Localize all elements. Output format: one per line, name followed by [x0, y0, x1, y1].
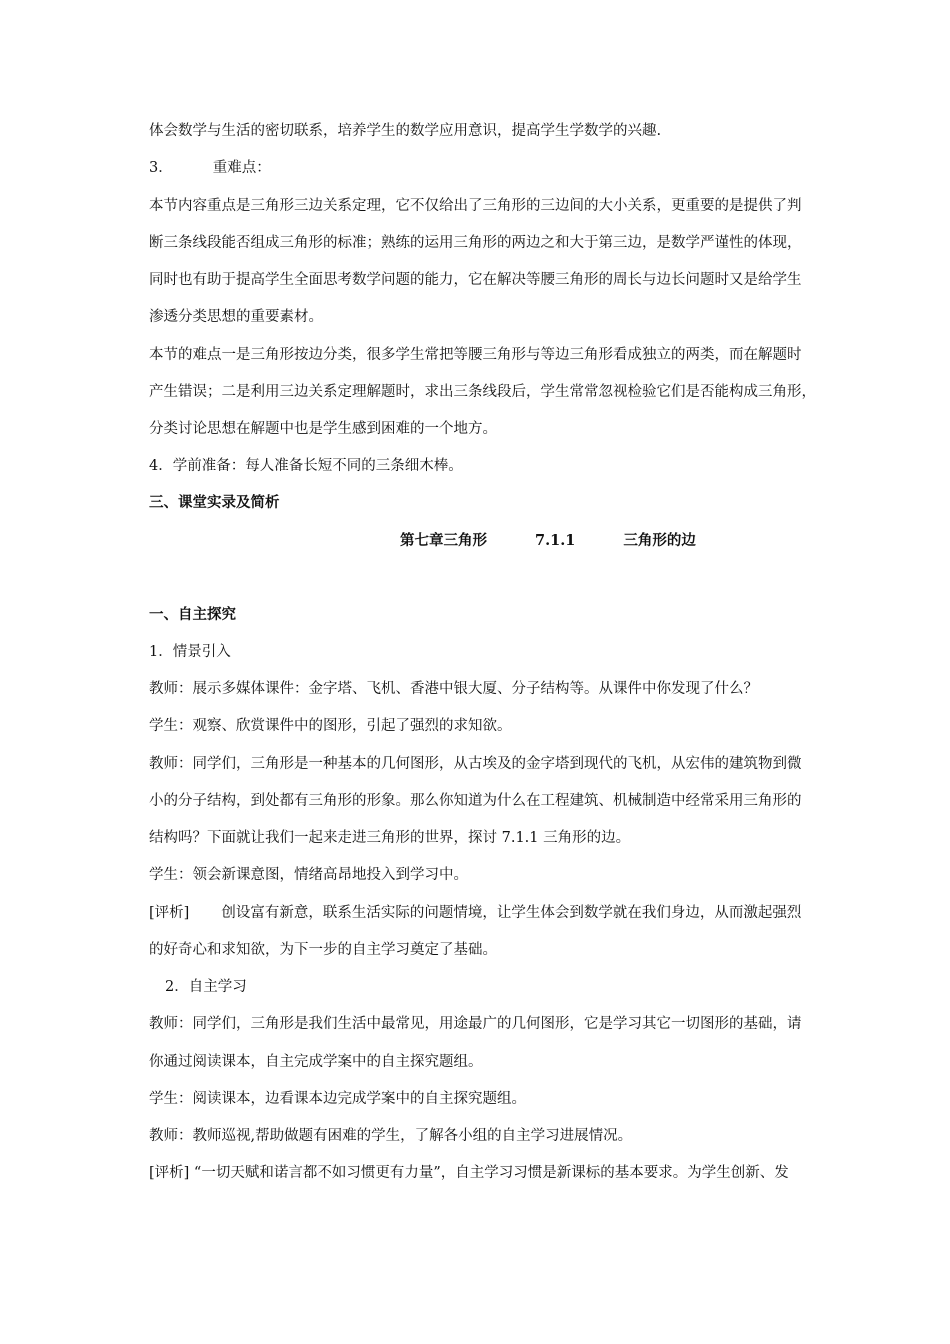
- paragraph-line: 小的分子结构，到处都有三角形的形象。那么你知道为什么在工程建筑、机械制造中经常采用三角形的: [149, 793, 802, 809]
- paragraph-line: 本节内容重点是三角形三边关系定理，它不仅给出了三角形的三边间的大小关系，更重要的是提供了判: [149, 198, 802, 214]
- paragraph-line: 结构吗？下面就让我们一起来走进三角形的世界，探讨 7.1.1 三角形的边。: [149, 830, 631, 846]
- paragraph-line: 本节的难点一是三角形按边分类，很多学生常把等腰三角形与等边三角形看成独立的两类，而在解题时: [149, 347, 802, 363]
- section-heading-self-study: 2．自主学习: [165, 979, 247, 995]
- comment-text: 创设富有新意，联系生活实际的问题情境，让学生体会到数学就在我们身边，从而激起强烈: [221, 905, 802, 921]
- paragraph-line: 学生：领会新课意图，情绪高昂地投入到学习中。: [149, 867, 468, 883]
- paragraph-line: 同时也有助于提高学生全面思考数学问题的能力，它在解决等腰三角形的周长与边长问题时又是给学生: [149, 272, 802, 288]
- paragraph-line: 的好奇心和求知欲，为下一步的自主学习奠定了基础。: [149, 942, 497, 958]
- paragraph-line: 1．情景引入: [149, 644, 231, 660]
- paragraph-line: 渗透分类思想的重要素材。: [149, 309, 323, 325]
- paragraph-line: 学生：观察、欣赏课件中的图形，引起了强烈的求知欲。: [149, 718, 512, 734]
- paragraph-line: 你通过阅读课本，自主完成学案中的自主探究题组。: [149, 1054, 483, 1070]
- chapter-title-part: 第七章三角形: [400, 532, 487, 549]
- chapter-title-part: 7.1.1: [535, 532, 576, 549]
- paragraph-line: 教师：教师巡视,帮助做题有困难的学生，了解各小组的自主学习进展情况。: [149, 1128, 633, 1144]
- heading-text: 重难点：: [212, 160, 271, 176]
- comment-tag: [评析]: [149, 905, 190, 921]
- heading-number: 3．: [149, 160, 173, 176]
- paragraph-line: 4．学前准备：每人准备长短不同的三条细木棒。: [149, 458, 463, 474]
- paragraph-line: 学生：阅读课本，边看课本边完成学案中的自主探究题组。: [149, 1091, 526, 1107]
- paragraph-line: 教师：同学们，三角形是一种基本的几何图形，从古埃及的金字塔到现代的飞机，从宏伟的建筑物到微: [149, 756, 802, 772]
- paragraph-line: 产生错误；二是利用三边关系定理解题时，求出三条线段后，学生常常忽视检验它们是否能构成三角形，: [149, 384, 816, 400]
- chapter-title-part: 三角形的边: [623, 532, 696, 549]
- paragraph-line: [评析] “一切天赋和诺言都不如习惯更有力量”，自主学习习惯是新课标的基本要求。为学生创新、发: [149, 1165, 789, 1181]
- paragraph-line: 分类讨论思想在解题中也是学生感到困难的一个地方。: [149, 421, 497, 437]
- paragraph-line: 断三条线段能否组成三角形的标准；熟练的运用三角形的两边之和大于第三边，是数学严谨性的体现，: [149, 235, 802, 251]
- chapter-title: [400, 531, 696, 551]
- paragraph-line: 体会数学与生活的密切联系，培养学生的数学应用意识，提高学生学数学的兴趣.: [149, 123, 662, 139]
- section-heading: 一、自主探究: [149, 606, 236, 623]
- comment-line: [149, 903, 801, 923]
- paragraph-line: 教师：展示多媒体课件：金字塔、飞机、香港中银大厦、分子结构等。从课件中你发现了什么？: [149, 681, 758, 697]
- section-heading: 三、课堂实录及简析: [149, 494, 280, 511]
- paragraph-line: 教师：同学们，三角形是我们生活中最常见，用途最广的几何图形，它是学习其它一切图形的基础，请: [149, 1016, 802, 1032]
- section-heading-key-points: [149, 158, 271, 178]
